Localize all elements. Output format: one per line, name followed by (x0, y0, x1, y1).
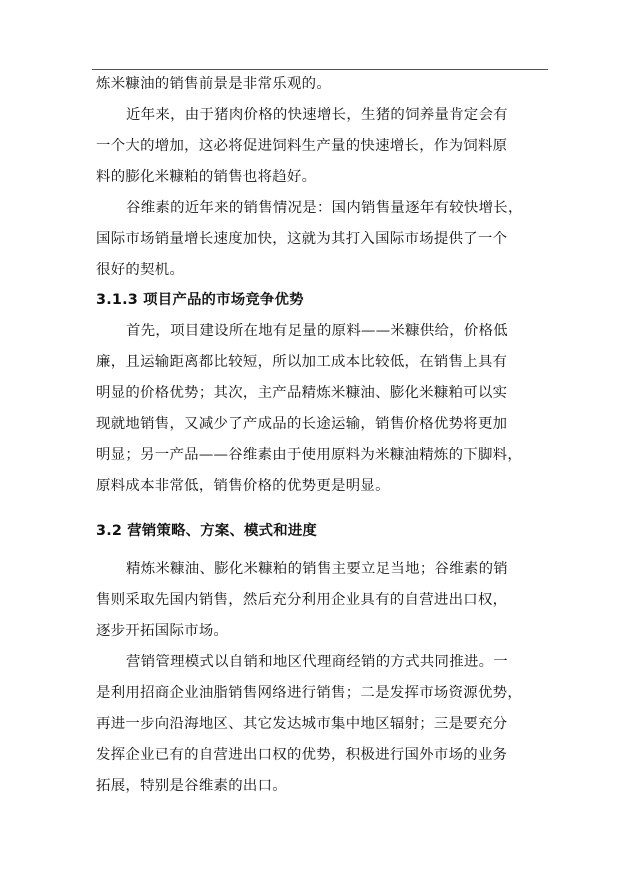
paragraph-line: 发挥企业已有的自营进出口权的优势，积极进行国外市场的业务 (96, 747, 508, 763)
paragraph-line: 现就地销售，又减少了产成品的长途运输，销售价格优势将更加 (96, 416, 508, 432)
paragraph-line: 明显；另一产品——谷维素由于使用原料为米糠油精炼的下脚料， (96, 447, 523, 463)
section-heading: 3.2 营销策略、方案、模式和进度 (96, 523, 317, 539)
paragraph-line: 炼米糠油的销售前景是非常乐观的。 (96, 76, 332, 92)
paragraph-line: 明显的价格优势；其次，主产品精炼米糠油、膨化米糠粕可以实 (96, 385, 508, 401)
paragraph-line: 廉，且运输距离都比较短，所以加工成本比较低，在销售上具有 (96, 354, 508, 370)
paragraph-line: 一个大的增加，这必将促进饲料生产量的快速增长，作为饲料原 (96, 138, 508, 154)
section-heading: 3.1.3 项目产品的市场竞争优势 (96, 292, 304, 308)
paragraph-line: 精炼米糠油、膨化米糠粕的销售主要立足当地；谷维素的销 (126, 561, 508, 577)
paragraph-line: 谷维素的近年来的销售情况是：国内销售量逐年有较快增长， (126, 200, 523, 216)
paragraph-line: 拓展，特别是谷维素的出口。 (96, 778, 287, 794)
paragraph-line: 首先，项目建设所在地有足量的原料——米糠供给，价格低 (126, 323, 508, 339)
header-rule (92, 69, 548, 70)
paragraph-line: 再进一步向沿海地区、其它发达城市集中地区辐射；三是要充分 (96, 716, 508, 732)
paragraph-line: 很好的契机。 (96, 262, 185, 278)
paragraph-line: 是利用招商企业油脂销售网络进行销售；二是发挥市场资源优势， (96, 685, 523, 701)
paragraph-line: 近年来，由于猪肉价格的快速增长，生猪的饲养量肯定会有 (126, 107, 508, 123)
paragraph-line: 营销管理模式以自销和地区代理商经销的方式共同推进。一 (126, 654, 508, 670)
paragraph-line: 售则采取先国内销售，然后充分利用企业具有的自营进出口权， (96, 592, 508, 608)
paragraph-line: 国际市场销量增长速度加快，这就为其打入国际市场提供了一个 (96, 231, 508, 247)
paragraph-line: 料的膨化米糠粕的销售也将趋好。 (96, 169, 317, 185)
paragraph-line: 逐步开拓国际市场。 (96, 623, 229, 639)
paragraph-line: 原料成本非常低，销售价格的优势更是明显。 (96, 478, 390, 494)
